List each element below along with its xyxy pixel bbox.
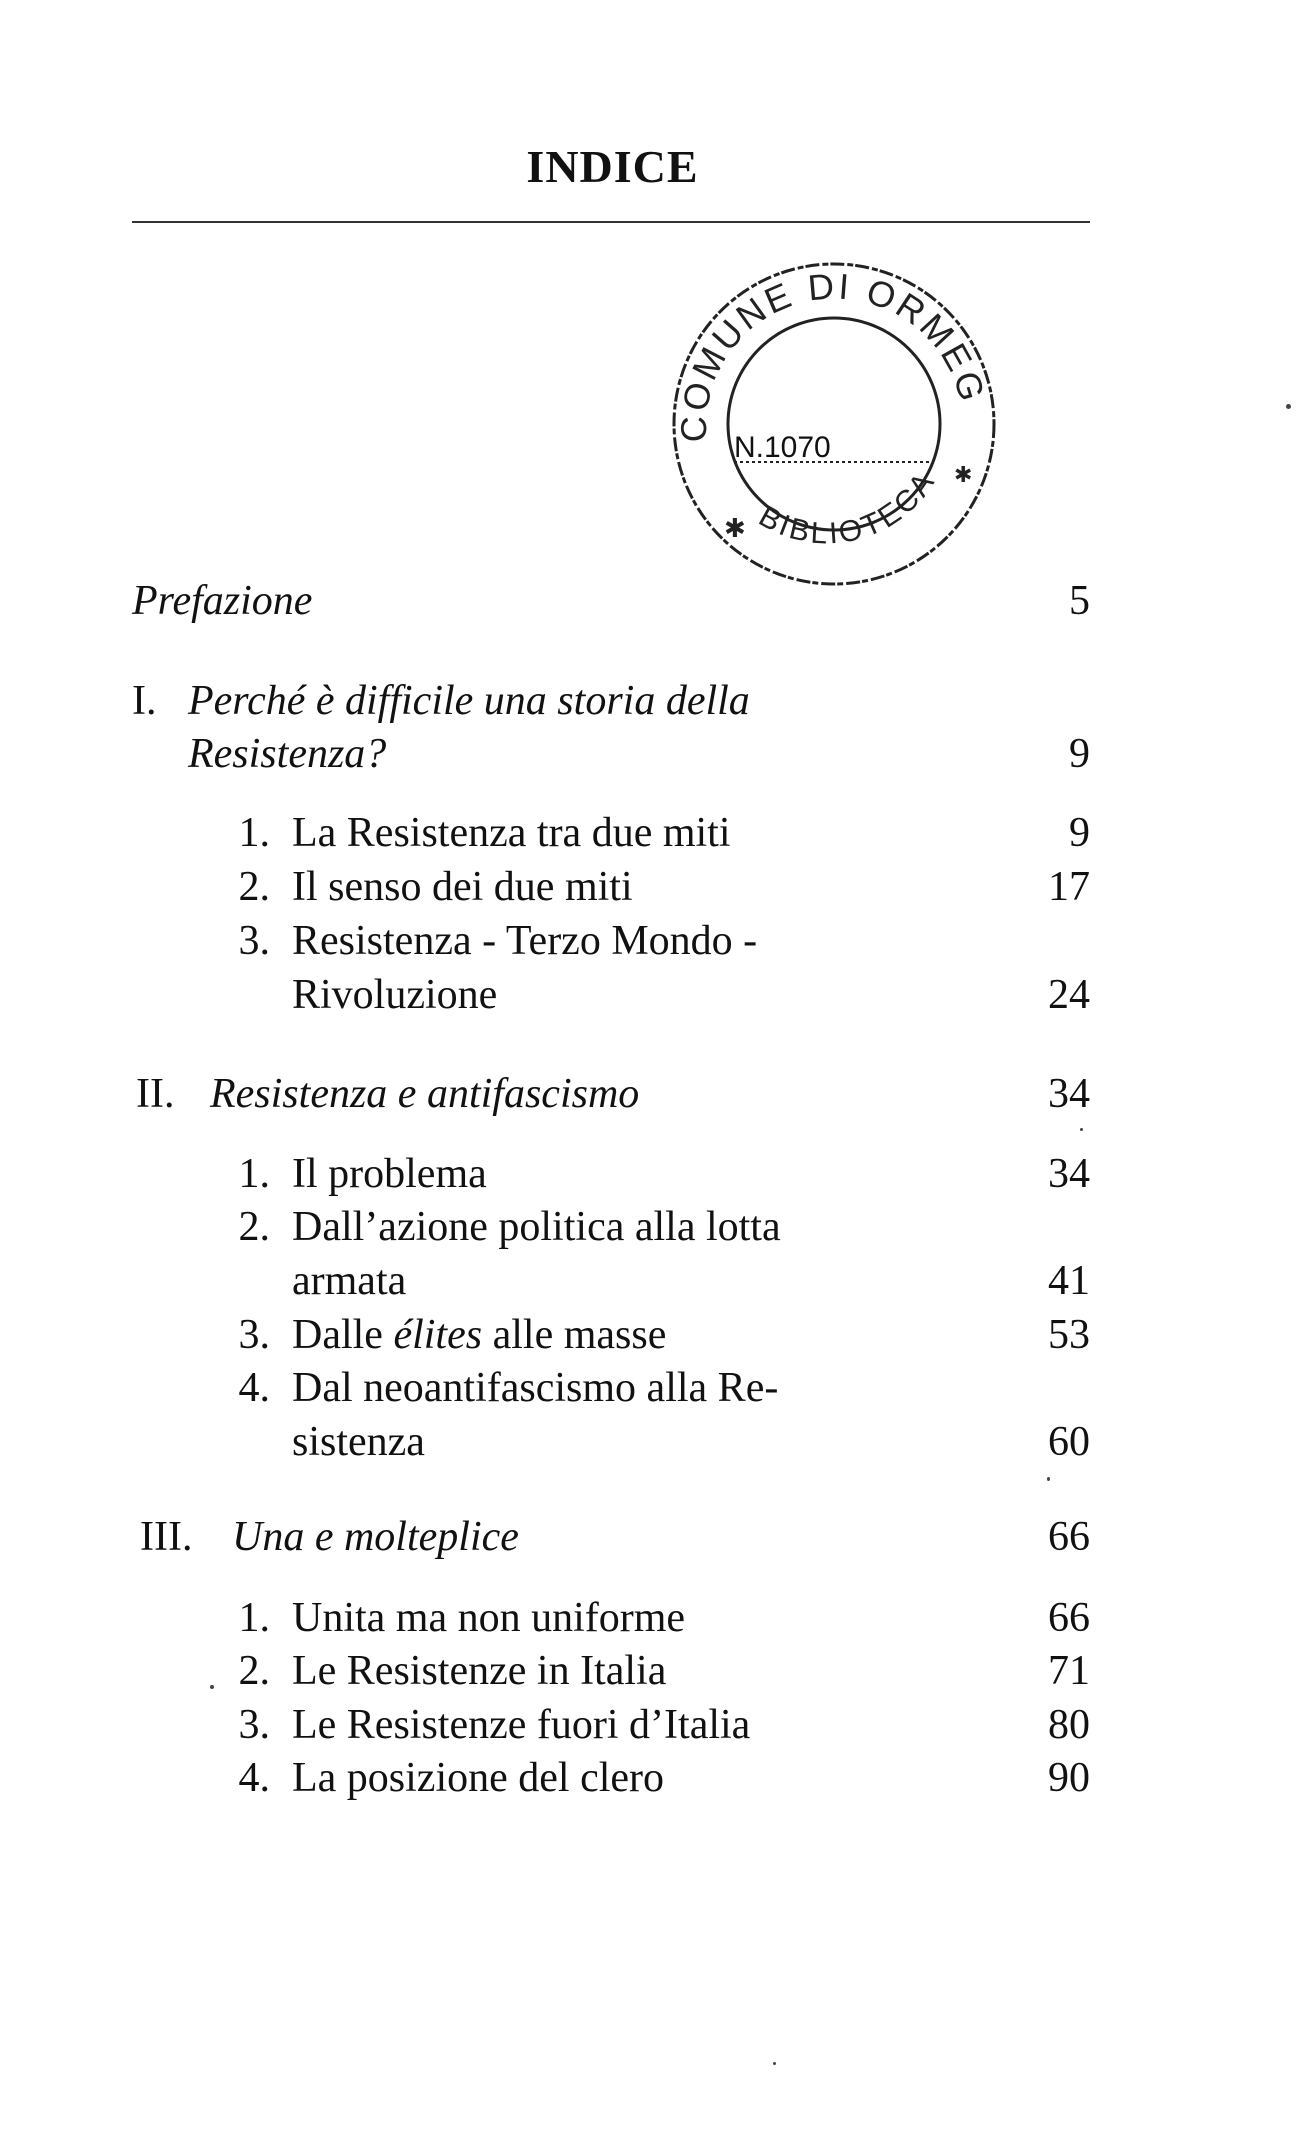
section-title: La posizione del clero [292, 1755, 665, 1801]
chapter-numeral: I. [132, 678, 157, 724]
section-number: 3. [238, 1702, 270, 1748]
chapter-numeral: III. [140, 1514, 193, 1560]
section-page: 66 [1048, 1595, 1090, 1641]
section-number: 2. [238, 864, 270, 910]
svg-text:BIBLIOTECA [753, 465, 942, 551]
stamp-star-icon: ✱ [724, 514, 746, 543]
library-stamp [662, 252, 1007, 597]
stamp-number: N.1070 [734, 431, 831, 464]
section-number: 1. [238, 1595, 270, 1641]
chapter-page: 9 [1069, 731, 1090, 777]
preface-page: 5 [1069, 578, 1090, 624]
section-title: Dal neoantifascismo alla Re- [292, 1365, 779, 1411]
section-title-part: alle masse [482, 1312, 667, 1358]
section-title: Dall’azione politica alla lotta [292, 1204, 781, 1250]
section-number: 1. [238, 810, 270, 856]
section-page: 17 [1048, 864, 1090, 910]
chapter-page: 66 [1048, 1514, 1090, 1560]
section-number: 2. [238, 1648, 270, 1694]
section-title-cont: armata [292, 1258, 407, 1304]
preface-entry: Prefazione [132, 578, 313, 624]
scan-speck [210, 1685, 214, 1689]
section-page: 80 [1048, 1702, 1090, 1748]
scan-speck [773, 2062, 776, 2065]
section-title: Le Resistenze fuori d’Italia [292, 1702, 751, 1748]
chapter-numeral: II. [136, 1071, 175, 1117]
section-title: Unita ma non uniforme [292, 1595, 686, 1641]
section-title: Il senso dei due miti [292, 864, 633, 910]
section-page: 34 [1048, 1151, 1090, 1197]
chapter-title: Resistenza e antifascismo [210, 1071, 640, 1117]
stamp-ring-bottom-text: BIBLIOTECA [753, 464, 943, 551]
section-number: 4. [238, 1755, 270, 1801]
chapter-title: Perché è difficile una storia della [188, 678, 750, 724]
chapter-title-cont: Resistenza? [188, 731, 387, 777]
section-page: 90 [1048, 1755, 1090, 1801]
section-page: 24 [1048, 972, 1090, 1018]
scan-speck [1286, 404, 1291, 409]
scan-speck [1047, 1477, 1050, 1481]
section-title: La Resistenza tra due miti [292, 810, 731, 856]
section-title: Resistenza - Terzo Mondo - [292, 918, 758, 964]
section-page: 9 [1069, 810, 1090, 856]
section-number: 2. [238, 1204, 270, 1250]
stamp-star-icon: ✱ [954, 462, 973, 487]
stamp-graphic [662, 252, 1007, 597]
section-title-cont: Rivoluzione [292, 972, 498, 1018]
section-page: 71 [1048, 1648, 1090, 1694]
section-page: 53 [1048, 1312, 1090, 1358]
section-page: 41 [1048, 1258, 1090, 1304]
section-number: 3. [238, 918, 270, 964]
section-title-part: Dalle [292, 1312, 394, 1358]
section-number: 4. [238, 1365, 270, 1411]
chapter-title: Una e molteplice [232, 1514, 519, 1560]
section-number: 1. [238, 1151, 270, 1197]
title-rule [132, 221, 1090, 223]
chapter-page: 34 [1048, 1071, 1090, 1117]
section-title: Il problema [292, 1151, 487, 1197]
stamp-ring-top-text: COMUNE DI ORMEG [673, 264, 994, 443]
section-title: Le Resistenze in Italia [292, 1648, 667, 1694]
section-page: 60 [1048, 1419, 1090, 1465]
section-title [292, 1314, 666, 1356]
page-title: INDICE [526, 141, 699, 192]
section-title-cont: sistenza [292, 1419, 425, 1465]
section-title-italic-part: élites [393, 1312, 483, 1358]
section-number: 3. [238, 1312, 270, 1358]
scan-speck [1080, 1128, 1083, 1131]
svg-text:COMUNE DI ORMEGGIO [662, 252, 994, 442]
